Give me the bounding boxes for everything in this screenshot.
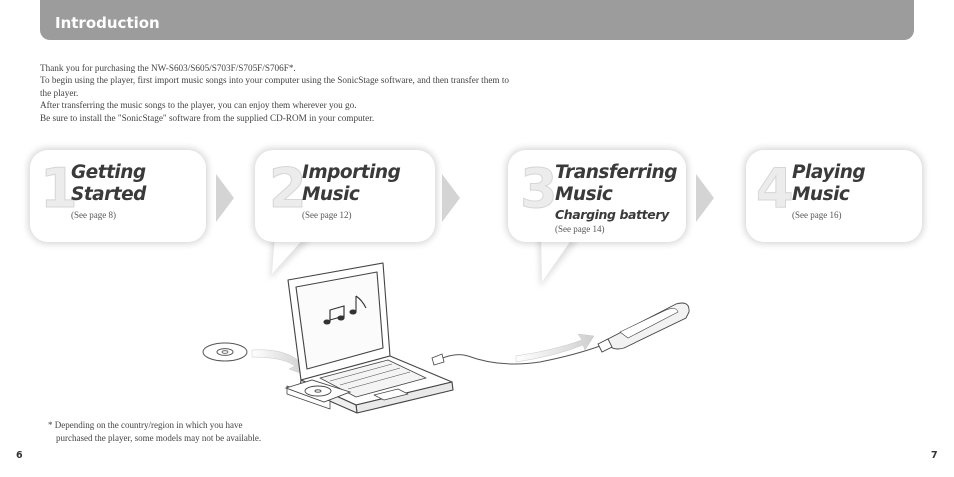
page-number-left: 6 — [16, 450, 23, 461]
step-arrow-3 — [696, 174, 714, 222]
step-4-title-line1: Playing — [792, 162, 866, 183]
step-1-title-line1: Getting — [71, 162, 146, 183]
step-4-number: 4 — [756, 157, 794, 220]
step-3-number: 3 — [520, 157, 558, 220]
intro-line-1: Thank you for purchasing the NW-S603/S605/S703F/S705F/S706F*. — [40, 63, 296, 73]
cd-disc-icon — [203, 343, 247, 361]
step-3-page-ref: (See page 14) — [555, 224, 605, 234]
step-4-page-ref: (See page 16) — [792, 210, 842, 220]
intro-line-4: Be sure to install the "SonicStage" software from the supplied CD-ROM in your computer. — [40, 112, 375, 123]
step-3-title-line1: Transferring — [555, 162, 677, 183]
step-4-title-line2: Music — [792, 184, 850, 205]
footnote-line-1: * Depending on the country/region in which you have — [48, 420, 243, 430]
step-3-subtitle: Charging battery — [555, 207, 669, 222]
step-1-title-line2: Started — [71, 184, 146, 205]
step-2-bubble — [255, 150, 435, 242]
footnote — [48, 419, 261, 445]
step-1-page-ref: (See page 8) — [71, 210, 116, 220]
step-1-number: 1 — [40, 157, 78, 220]
step-3-bubble — [508, 150, 686, 242]
step-3-title-line2: Music — [555, 184, 613, 205]
step-2-number: 2 — [269, 157, 307, 220]
intro-line-2: To begin using the player, first import music songs into your computer using the SonicStage software, and then transfer them to the player. — [40, 75, 509, 98]
step-arrow-1 — [216, 174, 234, 222]
step-2-title-line1: Importing — [302, 162, 401, 183]
step-4-bubble — [746, 150, 922, 242]
section-title: Introduction — [55, 14, 160, 32]
step-1-bubble — [30, 150, 206, 242]
transfer-arrow — [516, 334, 594, 362]
footnote-line-2: purchased the player, some models may not be available. — [56, 433, 262, 443]
step-arrow-2 — [442, 174, 460, 222]
intro-line-3: After transferring the music songs to the player, you can enjoy them wherever you go. — [40, 100, 357, 111]
step-2-title-line2: Music — [302, 184, 360, 205]
step-2-page-ref: (See page 12) — [302, 210, 352, 220]
page-number-right: 7 — [931, 450, 938, 461]
music-player-icon — [598, 303, 689, 352]
